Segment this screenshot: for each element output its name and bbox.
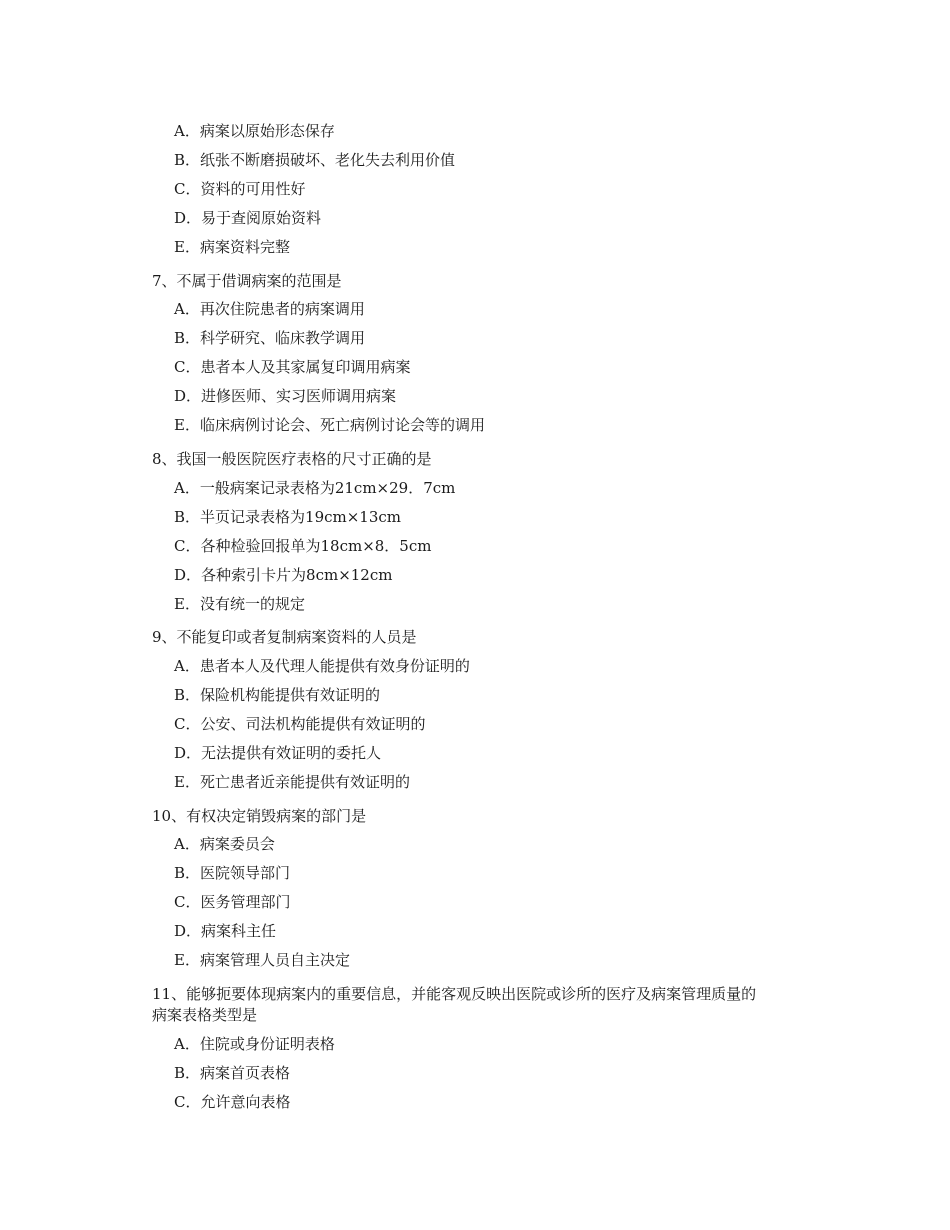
q10-stem: 10、有权决定销毁病案的部门是 bbox=[152, 807, 367, 825]
q11-stem-line1: 11、能够扼要体现病案内的重要信息，并能客观反映出医院或诊所的医疗及病案管理质量的 bbox=[152, 985, 757, 1003]
q7-option-e: E．临床病例讨论会、死亡病例讨论会等的调用 bbox=[174, 416, 485, 434]
q8-option-e: E．没有统一的规定 bbox=[174, 595, 305, 613]
q8-option-c: C．各种检验回报单为18cm×8．5cm bbox=[174, 537, 432, 555]
q11-option-b: B．病案首页表格 bbox=[174, 1064, 291, 1082]
q11-stem-line2: 病案表格类型是 bbox=[152, 1006, 258, 1024]
q9-option-b: B．保险机构能提供有效证明的 bbox=[174, 686, 381, 704]
q9-option-c: C．公安、司法机构能提供有效证明的 bbox=[174, 715, 426, 733]
q8-option-b: B．半页记录表格为19cm×13cm bbox=[174, 508, 402, 526]
q7-option-d: D．进修医师、实习医师调用病案 bbox=[174, 387, 397, 405]
q9-option-a: A．患者本人及代理人能提供有效身份证明的 bbox=[174, 657, 470, 675]
q8-option-a: A．一般病案记录表格为21cm×29．7cm bbox=[174, 479, 456, 497]
q10-option-c: C．医务管理部门 bbox=[174, 893, 291, 911]
q6-option-c: C．资料的可用性好 bbox=[174, 180, 306, 198]
q10-option-d: D．病案科主任 bbox=[174, 922, 277, 940]
q7-stem: 7、不属于借调病案的范围是 bbox=[152, 272, 342, 290]
q11-option-a: A．住院或身份证明表格 bbox=[174, 1035, 335, 1053]
q7-option-b: B．科学研究、临床教学调用 bbox=[174, 329, 366, 347]
q6-option-a: A．病案以原始形态保存 bbox=[174, 122, 335, 140]
q10-option-e: E．病案管理人员自主决定 bbox=[174, 951, 350, 969]
q7-option-c: C．患者本人及其家属复印调用病案 bbox=[174, 358, 411, 376]
q9-option-d: D．无法提供有效证明的委托人 bbox=[174, 744, 382, 762]
q10-option-a: A．病案委员会 bbox=[174, 835, 275, 853]
q7-option-a: A．再次住院患者的病案调用 bbox=[174, 300, 365, 318]
q8-stem: 8、我国一般医院医疗表格的尺寸正确的是 bbox=[152, 450, 432, 468]
q6-option-e: E．病案资料完整 bbox=[174, 238, 290, 256]
q9-option-e: E．死亡患者近亲能提供有效证明的 bbox=[174, 773, 410, 791]
q8-option-d: D．各种索引卡片为8cm×12cm bbox=[174, 566, 393, 584]
q9-stem: 9、不能复印或者复制病案资料的人员是 bbox=[152, 628, 417, 646]
q6-option-d: D．易于查阅原始资料 bbox=[174, 209, 322, 227]
q11-option-c: C．允许意向表格 bbox=[174, 1093, 291, 1111]
q10-option-b: B．医院领导部门 bbox=[174, 864, 291, 882]
q6-option-b: B．纸张不断磨损破坏、老化失去利用价值 bbox=[174, 151, 456, 169]
